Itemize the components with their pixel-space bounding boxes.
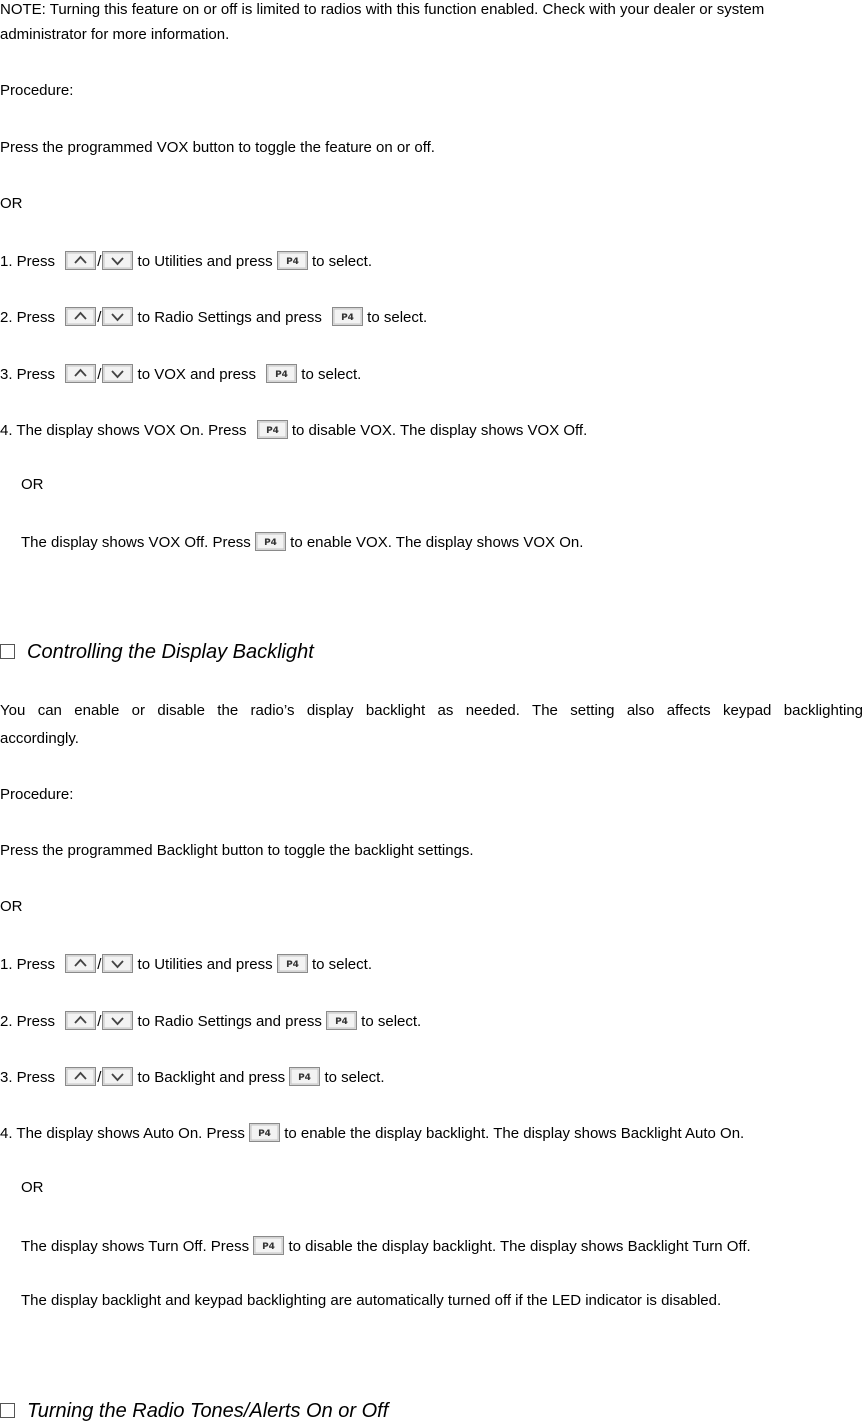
up-arrow-key-icon [65, 251, 96, 270]
p4-key-icon [266, 364, 297, 383]
or-text: OR [21, 476, 44, 493]
step-text: to select. [361, 1013, 422, 1030]
step-text: 1. Press [0, 956, 56, 973]
backlight-desc-line-1: You can enable or disable the radio’s display backlight as needed. The setting also affects keypad backlighting [0, 702, 863, 719]
svg-text:P4: P4 [335, 1017, 348, 1027]
up-arrow-key-icon [65, 364, 96, 383]
step-text: 2. Press [0, 309, 56, 326]
backlight-step-1 [0, 954, 372, 974]
down-arrow-key-icon [102, 1011, 133, 1030]
svg-text:P4: P4 [265, 426, 279, 436]
section-heading-backlight [0, 640, 314, 664]
slash: / [97, 1013, 102, 1030]
step-text: to select. [301, 366, 362, 383]
up-arrow-key-icon [65, 1067, 96, 1086]
up-arrow-key-icon [65, 954, 96, 973]
svg-text:P4: P4 [275, 370, 289, 380]
p4-key-icon [257, 420, 288, 439]
checkbox-bullet-icon [0, 644, 15, 659]
backlight-step-4 [0, 1123, 744, 1143]
step-text: to select. [311, 956, 372, 973]
or-text: OR [21, 1179, 44, 1196]
backlight-step-2 [0, 1011, 421, 1031]
step-text: The display shows VOX Off. Press [21, 534, 251, 551]
step-text: to Utilities and press [137, 956, 273, 973]
up-arrow-key-icon [65, 1011, 96, 1030]
vox-alt-step [21, 532, 583, 552]
down-arrow-key-icon [102, 1067, 133, 1086]
step-text: to Utilities and press [137, 253, 273, 270]
p4-key-icon [289, 1067, 320, 1086]
step-text: to select. [324, 1069, 385, 1086]
vox-step-2 [0, 307, 427, 327]
step-text: to VOX and press [137, 366, 256, 383]
step-text: to select. [311, 253, 372, 270]
p4-key-icon [249, 1123, 280, 1142]
note-line-1: NOTE: Turning this feature on or off is limited to radios with this function enabled. Check with your dealer or system [0, 1, 765, 18]
heading-text: Controlling the Display Backlight [27, 641, 314, 663]
down-arrow-key-icon [102, 364, 133, 383]
up-arrow-key-icon [65, 307, 96, 326]
svg-text:P4: P4 [264, 538, 277, 548]
step-text: 2. Press [0, 1013, 56, 1030]
backlight-desc-line-2: accordingly. [0, 730, 79, 747]
step-text: to Radio Settings and press [137, 1013, 322, 1030]
backlight-step-3 [0, 1067, 385, 1087]
vox-step-3 [0, 364, 361, 384]
svg-text:P4: P4 [298, 1073, 312, 1083]
backlight-toggle-text: Press the programmed Backlight button to toggle the backlight settings. [0, 842, 474, 859]
down-arrow-key-icon [102, 307, 133, 326]
p4-key-icon [277, 954, 308, 973]
vox-step-1 [0, 251, 372, 271]
p4-key-icon [277, 251, 308, 270]
down-arrow-key-icon [102, 954, 133, 973]
backlight-note: The display backlight and keypad backlighting are automatically turned off if the LED indicator is disabled. [21, 1292, 722, 1309]
step-text: 4. The display shows VOX On. Press [0, 422, 247, 439]
checkbox-bullet-icon [0, 1403, 15, 1418]
step-text: The display shows Turn Off. Press [21, 1238, 250, 1255]
step-text: 1. Press [0, 253, 56, 270]
p4-key-icon [253, 1236, 284, 1255]
vox-step-4 [0, 420, 587, 440]
step-text: to enable VOX. The display shows VOX On. [290, 534, 584, 551]
slash: / [97, 956, 102, 973]
slash: / [97, 253, 102, 270]
slash: / [97, 1069, 102, 1086]
procedure-label: Procedure: [0, 82, 74, 99]
svg-text:P4: P4 [285, 960, 299, 970]
svg-text:P4: P4 [341, 313, 354, 323]
step-text: 3. Press [0, 1069, 56, 1086]
step-text: to disable the display backlight. The display shows Backlight Turn Off. [288, 1238, 751, 1255]
heading-text: Turning the Radio Tones/Alerts On or Off [27, 1400, 389, 1422]
or-text: OR [0, 898, 23, 915]
p4-key-icon [332, 307, 363, 326]
step-text: to Backlight and press [137, 1069, 286, 1086]
svg-text:P4: P4 [262, 1242, 276, 1252]
p4-key-icon [255, 532, 286, 551]
svg-text:P4: P4 [258, 1129, 271, 1139]
step-text: 4. The display shows Auto On. Press [0, 1125, 245, 1142]
slash: / [97, 309, 102, 326]
step-text: 3. Press [0, 366, 56, 383]
svg-text:P4: P4 [285, 257, 299, 267]
vox-toggle-text: Press the programmed VOX button to toggle the feature on or off. [0, 139, 435, 156]
step-text: to select. [367, 309, 428, 326]
step-text: to disable VOX. The display shows VOX Off. [291, 422, 588, 439]
note-line-2: administrator for more information. [0, 26, 230, 43]
slash: / [97, 366, 102, 383]
procedure-label: Procedure: [0, 786, 74, 803]
down-arrow-key-icon [102, 251, 133, 270]
section-heading-tones [0, 1399, 388, 1423]
backlight-alt-step [21, 1236, 751, 1256]
step-text: to enable the display backlight. The display shows Backlight Auto On. [284, 1125, 745, 1142]
or-text: OR [0, 195, 23, 212]
step-text: to Radio Settings and press [137, 309, 322, 326]
p4-key-icon [326, 1011, 357, 1030]
